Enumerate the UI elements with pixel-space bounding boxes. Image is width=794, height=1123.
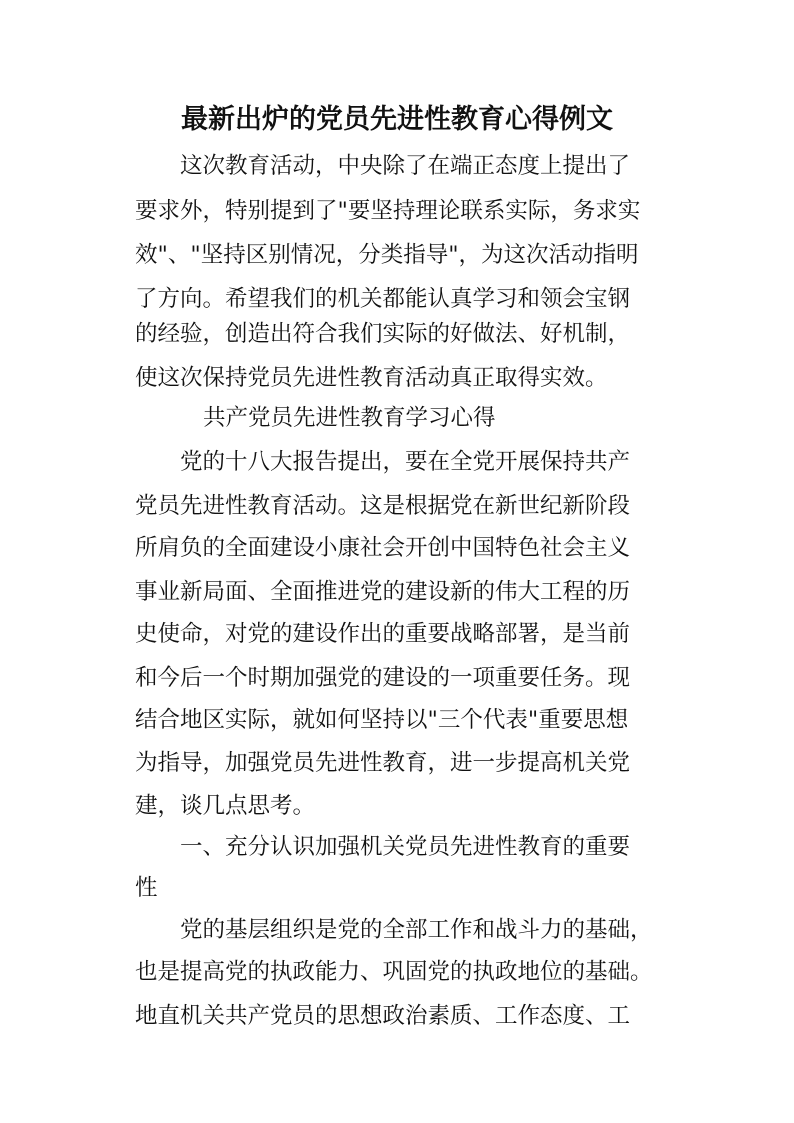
paragraph-line: 事业新局面、全面推进党的建设新的伟大工程的历 xyxy=(135,579,631,605)
paragraph-line: 也是提高党的执政能力、巩固党的执政地位的基础。 xyxy=(135,959,653,985)
paragraph-line: 和今后一个时期加强党的建设的一项重要任务。现 xyxy=(135,665,631,691)
paragraph-line: 使这次保持党员先进性教育活动真正取得实效。 xyxy=(135,365,608,391)
paragraph-line: 效"、"坚持区别情况，分类指导"，为这次活动指明 xyxy=(135,242,639,268)
paragraph-line: 为指导，加强党员先进性教育，进一步提高机关党 xyxy=(135,750,631,776)
paragraph-line: 党的十八大报告提出，要在全党开展保持共产 xyxy=(180,449,631,475)
document-title: 最新出炉的党员先进性教育心得例文 xyxy=(181,104,613,135)
paragraph-line: 结合地区实际，就如何坚持以"三个代表"重要思想 xyxy=(135,707,629,733)
paragraph-line: 建，谈几点思考。 xyxy=(135,793,316,819)
paragraph-line: 所肩负的全面建设小康社会开创中国特色社会主义 xyxy=(135,535,631,561)
paragraph-line: 地直机关共产党员的思想政治素质、工作态度、工 xyxy=(135,1003,631,1029)
section-subheading: 共产党员先进性教育学习心得 xyxy=(203,405,496,431)
paragraph-line: 要求外，特别提到了"要坚持理论联系实际，务求实 xyxy=(135,198,641,224)
paragraph-line: 党的基层组织是党的全部工作和战斗力的基础， xyxy=(180,917,653,943)
section-heading-line: 性 xyxy=(135,875,158,901)
paragraph-line: 了方向。希望我们的机关都能认真学习和领会宝钢 xyxy=(135,286,631,312)
paragraph-line: 的经验，创造出符合我们实际的好做法、好机制， xyxy=(135,321,631,347)
section-heading-line: 一、充分认识加强机关党员先进性教育的重要 xyxy=(180,834,631,860)
paragraph-line: 党员先进性教育活动。这是根据党在新世纪新阶段 xyxy=(135,493,631,519)
paragraph-line: 史使命，对党的建设作出的重要战略部署，是当前 xyxy=(135,621,631,647)
paragraph-line: 这次教育活动，中央除了在端正态度上提出了 xyxy=(180,153,631,179)
